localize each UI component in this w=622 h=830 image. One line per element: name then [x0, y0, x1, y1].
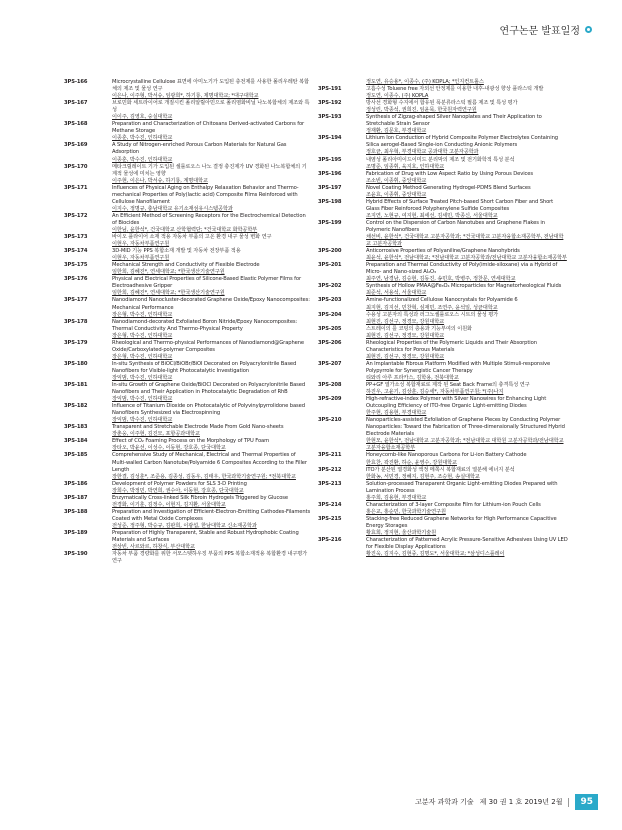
entry-code: 3PS-172 [64, 212, 88, 219]
entry-body [112, 276, 311, 297]
entry-title: Rheological and Thermo-physical Performances of Nanodiamond@Graphene Oxide/Carboxylated-polymer Composites [112, 339, 305, 353]
entry-authors: 이종훈, 박수진, 인하대학교 [112, 156, 173, 163]
entry-title: Synthesis of Hollow PMAA@Fe₃O₄ Microparticles for Magnetorheological Fluids [366, 283, 562, 290]
entry-title: Novel Coating Method Generating Hydrogel-PDMS Blend Surfaces [366, 184, 531, 191]
entry-title: Amine-functionalized Cellulose Nanocrystals for Polyamide 6 [366, 297, 518, 304]
entry-authors: 장타오, 박윤선, 이성수, 이동현, 강호종, 단국대학교 [112, 445, 226, 452]
entry-title: High-refractive-index Polymer with Silver Nanowires for Enhancing Light Outcoupling Efficiency of ITO-free Organic Light-emitting Diodes [366, 396, 547, 410]
header-title: 연구논문 발표일정 [499, 26, 580, 37]
entry-authors: 정도연, 이종수, (주) KOPLA [366, 93, 429, 100]
entry-authors: 이현우, 자동차부품연구원 [112, 241, 170, 248]
program-entry [64, 438, 311, 452]
program-entry [64, 142, 311, 163]
entry-title: Stacking-free Reduced Graphene Networks for High Performance Capacitive Energy Storages [366, 515, 557, 529]
entry-code: 3PS-171 [64, 184, 88, 191]
entry-title: An Efficient Method of Screening Receptors for the Electrochemical Detection of Biocides [112, 212, 306, 226]
entry-title: 고흡수성 Toluene free 자외선 안정제를 이용한 내후-내광성 향상 플라스틱 개발 [366, 86, 544, 93]
program-entry [64, 340, 311, 361]
entry-body [112, 100, 311, 121]
entry-body [366, 297, 568, 311]
entry-authors: 한현모, 윤한석*, 전남대학교 고분자공학과; *전남대학교 대학원 고분자공학과/전남대학교 고분자융합소재공학부 [366, 438, 564, 452]
program-entry [318, 185, 568, 199]
entry-code: 3PS-212 [318, 466, 342, 473]
entry-authors: 홍은교, 홍순민, 한국과학기술연구원 [366, 508, 446, 515]
program-entry [318, 262, 568, 283]
entry-body [366, 185, 568, 199]
entry-authors: 장은형, 박수진, 인하대학교 [112, 353, 173, 360]
program-entry [318, 452, 568, 466]
entry-authors: 정호균, 최우혁, 부경대학교 공과대학 고분자공학과 [366, 149, 479, 156]
program-entry [64, 403, 311, 424]
program-entry [64, 297, 311, 318]
entry-authors: 이주현, 이은나, 박서슈, 하기룡, 계명대학교 [112, 177, 208, 184]
page-footer [415, 794, 598, 810]
program-entry [318, 100, 568, 114]
entry-authors: 이종훈, 박수진, 인하대학교 [112, 135, 173, 142]
entry-body [112, 481, 311, 495]
entry-title: Honeycomb-like Nanoporous Carbons for Li-ion Battery Cathode [366, 452, 527, 459]
entry-code: 3PS-197 [318, 184, 342, 191]
entry-body [112, 79, 311, 100]
entry-body [112, 142, 311, 163]
entry-title: ITO가 분산된 열경화성 액정 메쪽시 복합재료의 열분해 에너지 분석 [366, 466, 515, 473]
entry-body [366, 114, 568, 135]
entry-title: Comprehensive Study of Mechanical, Electrical and Thermal Properties of Multi-walled Carbon Nanotube/Polyamide 6 Composites According to the Filler Length [112, 452, 307, 473]
program-entry [318, 516, 568, 537]
entry-body [366, 340, 568, 361]
entry-title: 바이오 플라이어 소재 적용 자동차 부품의 고온 환경 내구 물성 변화 연구 [112, 234, 272, 241]
entry-title: 수용성 고분자의 특성과 러그노셀룰로오스 시트의 물성 평가 [366, 311, 499, 318]
entry-authors: 최현진, 김선구, 정경모, 강원대학교 [366, 353, 445, 360]
program-entry [318, 297, 568, 311]
entry-code: 3PS-216 [318, 537, 342, 544]
entry-authors: 최준석, 서용석, 서울대학교 [366, 290, 427, 297]
entry-body [366, 481, 568, 502]
entry-body [366, 361, 568, 382]
entry-authors: 전상빈, 사르와르, 하창식, 부산대학교 [112, 544, 195, 551]
entry-body [366, 467, 568, 481]
entry-code: 3PS-173 [64, 234, 88, 241]
program-entry [318, 481, 568, 502]
entry-body [112, 530, 311, 551]
left-column [64, 79, 311, 565]
entry-code: 3PS-175 [64, 262, 88, 269]
program-entry [318, 248, 568, 262]
entry-title: Preparation of Highly Transparent, Stable and Robust Hydrophobic Coating Materials and Surfaces [112, 530, 299, 544]
entry-title: An Implantable Fibrous Platform Modified with Multiple Stimuli-responsive Polypyrrole for Synergistic Cancer Therapy [366, 360, 551, 374]
entry-body [112, 424, 311, 438]
entry-body [112, 340, 311, 361]
program-entry [318, 171, 568, 185]
entry-authors: 조명준, 임종휘, 육지호, 인하대학교 [366, 163, 445, 170]
entry-title: Nanodiamond Nanocluster-decorated Graphene Oxide/Epoxy Nanocomposites: Mechanical Performance [112, 297, 310, 311]
entry-body [366, 326, 568, 340]
entry-body [112, 403, 311, 424]
entry-title: 스트레이의 를 코팅의 층용과 기능부여의 이원화 [366, 325, 472, 332]
entry-title: In-situ Growth of Graphene Oxide/BiOCl Decorated on Polyacrylonitrile Based Nanofibers and Their Application in Photocatalytic Degradation of RhB [112, 382, 306, 396]
entry-authors: 조소빈, 이종휘, 중앙대학교 [366, 177, 427, 184]
entry-title: Synthesis of Zigzag-shaped Silver Nanoplates and Their Application to Stretchable Strain Sensor [366, 114, 542, 128]
program-entry [318, 283, 568, 297]
entry-body [112, 297, 311, 318]
entry-authors: 한화농, 서민경, 정혜지, 김현주, 조승현, 송실대학교 [366, 473, 480, 480]
entry-body [366, 382, 568, 396]
entry-title: Preparation and Thermal Conductivity of Poly(imide-siloxane) via a Hybrid of Micro- and Nano-sized Al₂O₃ [366, 262, 558, 276]
entry-authors: 최주연, 남경남, 김승현, 김동진, 송민호, 박병주, 정찬문, 연세대학교 [366, 276, 516, 283]
entry-authors: 티와리 아루 프라카스, 김학용, 전북대학교 [366, 374, 459, 381]
entry-authors: 조지연, 노현규, 여지현, 최세선, 김세민, 박종신, 서울대학교 [366, 212, 498, 219]
entry-title: Lithium Ion Conduction of Hybrid Composite Polymer Electrolytes Containing Silica aerogel-Based Single-ion Conducting Anionic Polymers [366, 135, 558, 149]
program-entry [318, 79, 568, 86]
entry-title: 3D-MID 기능 PPS 복합소재 개발 및 자동차 전장부품 적용 [112, 248, 241, 255]
entry-authors: 조윤효, 이종휘, 중앙대학교 [366, 191, 427, 198]
entry-title: Rheological Properties of the Polymeric Liquids and Their Absorption Characteristics for Porous Materials [366, 339, 537, 353]
entry-body [112, 509, 311, 530]
entry-title: Physical and Electrical Properties of Silicone-Based Elastic Polymer Films for Electroadhesive Gripper [112, 276, 302, 290]
entry-code: 3PS-201 [318, 262, 342, 269]
entry-authors: 전성준, 정주형, 박승규, 김판희, 이광섭, 한남대학교 신소재공학과 [112, 522, 257, 529]
entry-code: 3PS-184 [64, 438, 88, 445]
entry-authors: 이이주, 김영호, 숭실대학교 [112, 114, 173, 121]
entry-title: 방사선 경화형 수지에서 합유된 폭분류라스틱 필름 제조 및 특성 평가 [366, 100, 518, 107]
program-entry [318, 114, 568, 135]
entry-code: 3PS-206 [318, 339, 342, 346]
entry-body [112, 248, 311, 262]
program-entry [64, 79, 311, 100]
entry-authors: 이현우, 자동차부품연구원 [112, 255, 170, 262]
program-entry [318, 502, 568, 516]
program-entry [64, 319, 311, 340]
program-entry [318, 86, 568, 100]
entry-code: 3PS-185 [64, 452, 88, 459]
entry-body [366, 79, 568, 86]
entry-code: 3PS-169 [64, 142, 88, 149]
entry-code: 3PS-213 [318, 480, 342, 487]
entry-authors: 임한희, 김혜진*, 연세대학교; *한국생산기술연구원 [112, 290, 225, 297]
entry-title: In-situ Synthesis of BiOCl/BiOBr/BiOI Decorated on Polyacrylonitrile Based Nanofibers for Visible-light Photocatalytic Investigation [112, 360, 297, 374]
entry-authors: 장희수, 박정민, 박연희, 권수아, 이동현, 강호종, 단국대학교 [112, 487, 244, 494]
entry-authors: 장춘웅, 이주현, 김진모, 포항공과대학교 [112, 431, 200, 438]
entry-body [366, 502, 568, 516]
entry-body [366, 452, 568, 466]
entry-code: 3PS-168 [64, 121, 88, 128]
entry-code: 3PS-199 [318, 219, 342, 226]
entry-title: Transparent and Stretchable Electrode Made From Gold Nano-sheets [112, 424, 284, 431]
entry-body [112, 213, 311, 234]
entry-title: Influences of Physical Aging on Enthalpy Relaxation Behavior and Thermo-mechanical Properties of Poly(lactic acid) Composite Films Reinforced with Cellulose Nanofilament [112, 184, 299, 205]
entry-body [112, 185, 311, 213]
entry-authors: 최윤석, 윤한석*, 전남대학교; *전남대학교 고분자공학과/전남대학교 고분자융합소재공학부 [366, 255, 567, 262]
entry-body [366, 248, 568, 262]
entry-code: 3PS-203 [318, 297, 342, 304]
program-entry [64, 276, 311, 297]
circle-icon [585, 26, 592, 33]
entry-body [366, 135, 568, 156]
entry-authors: 전경화, 이기훈, 김정수, 이현지, 김지환, 서울대학교 [112, 501, 226, 508]
entry-code: 3PS-174 [64, 248, 88, 255]
program-entry [318, 135, 568, 156]
entry-body [366, 100, 568, 114]
entry-title: Nanoparticles-assisted Exfoliation of Graphene Pieces by Conducting Polymer Nanoparticles: Toward the Fabrication of Three-dimensionally Structured Hybrid Electrode Materials [366, 417, 565, 438]
entry-code: 3PS-189 [64, 530, 88, 536]
entry-title: Control on the Dispersion of Carbon Nanotubes and Graphene Flakes in Polymeric Nanofibers [366, 219, 545, 233]
entry-authors: 홍주희, 김용현, 부경대학교 [366, 494, 427, 501]
entry-code: 3PS-214 [318, 501, 342, 508]
program-entry [318, 340, 568, 361]
entry-title: 자동차 부품 경량화를 위한 서모스텟하우징 부품의 PPS 복합소재적용 복합환경 내구평가 연구 [112, 551, 308, 565]
entry-authors: 장은형, 박수진, 인하대학교 [112, 332, 173, 339]
entry-title: Mechanical Strength and Conductivity of Flexible Electrode [112, 262, 260, 269]
entry-body [366, 516, 568, 537]
entry-body [366, 396, 568, 417]
program-entry [318, 467, 568, 481]
program-entry [318, 312, 568, 326]
entry-code: 3PS-209 [318, 396, 342, 403]
entry-body [112, 121, 311, 142]
entry-body [366, 417, 568, 452]
entry-body [112, 361, 311, 382]
entry-title: Characterization of 3-layer Composite Film for Lithium-ion Pouch Cells [366, 501, 541, 508]
entry-authors: 장익범, 박수진, 인하대학교 [112, 417, 173, 424]
entry-title: Microcrystalline Cellulose 표면에 아미노기가 도입된 층전제를 사용한 폴리우레탄 복합체의 제조 및 물성 연구 [112, 79, 309, 93]
entry-title: Effect of CO₂ Foaming Process on the Morphology of TPU Foam [112, 438, 270, 445]
entry-body [366, 171, 568, 185]
entry-code [318, 79, 366, 86]
entry-body [366, 157, 568, 171]
entry-code: 3PS-204 [318, 311, 342, 318]
entry-title: Enzymatically Cross-linked Silk Fibroin Hydrogels Triggered by Glucose [112, 494, 288, 501]
entry-body [366, 220, 568, 248]
entry-body [366, 262, 568, 283]
entry-code: 3PS-192 [318, 100, 342, 107]
entry-body [366, 199, 568, 220]
program-entry [318, 157, 568, 171]
entry-authors: 하진우, 고윤기, 김상훈, 김승세*, 자동차부품연구원; *(주)나지 [366, 389, 504, 396]
entry-authors: 정도연, 유승용*, 이종수, (주) KOPLA; *인지컨트롤스 [366, 79, 484, 85]
entry-authors: 황효희, 정지현, 울산과학기술원 [366, 530, 437, 536]
entry-code: 3PS-170 [64, 163, 88, 170]
program-entry [64, 100, 311, 121]
program-entry [64, 481, 311, 495]
program-entry [64, 164, 311, 185]
program-entry [64, 234, 311, 248]
program-entry [64, 551, 311, 565]
program-entry [318, 417, 568, 452]
entry-title: Preparation and Investigation of Efficient-Electron-Emitting Cathodes-Filaments Coated with Metal Oxide Complexes [112, 508, 311, 522]
page-number: 95 [575, 794, 598, 810]
entry-body [112, 495, 311, 509]
entry-title: Characterization of Patterned Acrylic Pressure-Sensitive Adhesives Using UV LED for Flexible Display Applications [366, 537, 568, 551]
program-entry [318, 199, 568, 220]
entry-authors: 최현진, 김선구, 정경모, 강원대학교 [366, 318, 445, 325]
entry-title: Solution-processed Transparent Organic Light-emitting Diodes Prepared with Lamination Process [366, 480, 558, 494]
entry-title: Anticorrosive Properties of Polyaniline/Graphene Nanohybrids [366, 248, 520, 255]
entry-code: 3PS-182 [64, 403, 88, 410]
program-entry [64, 452, 311, 480]
entry-authors: 이한님, 윤한석*, 건국대학교 산학협력단; *건국대학교 화학공학부 [112, 226, 258, 233]
entry-code: 3PS-208 [318, 382, 342, 389]
entry-title: Hybrid Effects of Surface Treated Pitch-based Short Carbon Fiber and Short Glass Fiber Reinforced Polyphenylene Sulfide Composites [366, 198, 554, 212]
entry-code: 3PS-207 [318, 360, 342, 367]
entry-authors: 채선비, 윤한석*, 건국대학교 고분자공학과; *건국대학교 고분자융합소재공학부, 전남대학교 고분자공학과 [366, 234, 564, 248]
entry-code: 3PS-177 [64, 297, 88, 304]
entry-code: 3PS-210 [318, 417, 342, 424]
entry-authors: 정재환, 김문호, 부경대학교 [366, 128, 427, 135]
entry-code: 3PS-166 [64, 79, 88, 85]
entry-authors: 이은나, 이주형, 박서슈, 임광희*, 하기룡, 제명대학교; *대구대학교 [112, 93, 259, 100]
entry-code: 3PS-180 [64, 360, 88, 367]
entry-code: 3PS-190 [64, 551, 88, 558]
entry-title: Development of Polymer Powders for SLS 3-D Printing [112, 480, 247, 487]
program-entry [64, 424, 311, 438]
entry-authors: 임한희, 김혜진*, 연세대학교; *한국생산기술연구원 [112, 269, 225, 276]
entry-body [366, 86, 568, 100]
entry-code: 3PS-202 [318, 283, 342, 290]
entry-body [112, 234, 311, 248]
entry-authors: 이지수, 정명규, 충남대학교 유기소재섬유시스템공학과 [112, 205, 233, 212]
entry-code: 3PS-211 [318, 452, 342, 459]
right-column [318, 79, 568, 558]
entry-code: 3PS-191 [318, 86, 342, 93]
entry-authors: 한효찬, 곽진환, 하순, 윤영수, 강원대학교 [366, 459, 457, 466]
program-entry [64, 509, 311, 530]
entry-code: 3PS-186 [64, 480, 88, 487]
program-entry [318, 382, 568, 396]
entry-body [112, 262, 311, 276]
entry-code: 3PS-167 [64, 100, 88, 107]
program-entry [64, 495, 311, 509]
entry-title: Fabrication of Drug with Low Aspect Ratio by Using Porous Devices [366, 170, 534, 177]
entry-code: 3PS-188 [64, 508, 88, 515]
entry-code: 3PS-200 [318, 248, 342, 255]
program-entry [64, 530, 311, 551]
program-entry [318, 220, 568, 248]
entry-code: 3PS-183 [64, 424, 88, 431]
entry-body [112, 382, 311, 403]
entry-title: PP+GF 열가소성 복합재료로 제작 된 Seat Back Frame의 충격특성 연구 [366, 382, 530, 389]
entry-code: 3PS-195 [318, 156, 342, 163]
entry-body [366, 537, 568, 558]
entry-code: 3PS-181 [64, 382, 88, 389]
entry-title: 메타크릴레이트 기가 도입된 셀룰로오스 나노 결정 충진제가 UV 경화된 나노복합체의 기계적 물성에 미치는 영향 [112, 163, 307, 177]
entry-title: Preparation and Characterization of Chitosans Derived-activated Carbons for Methane Storage [112, 121, 305, 135]
program-entry [64, 382, 311, 403]
entry-title: 브로민화 세트라이어로 개질시킨 폴리알릴아민으로 폴리염화비닐 나노복합체의 제조와 특성 [112, 100, 310, 114]
entry-title: A Study of Nitrogen-enriched Porous Carbon Materials for Natural Gas Adsorption [112, 142, 287, 156]
entry-code: 3PS-187 [64, 494, 88, 501]
entry-authors: 장익범, 박수진, 인하대학교 [112, 396, 173, 403]
program-entry [318, 326, 568, 340]
entry-body [112, 438, 311, 452]
entry-body [366, 283, 568, 297]
entry-title: Nanodiamond-decorated Exfoliated Boron Nitride/Epoxy Nanocomposites: Thermal Conductivity And Thermo-Physical Property [112, 318, 298, 332]
entry-code: 3PS-194 [318, 135, 342, 142]
journal-name: 고분자 과학과 기술 [415, 798, 474, 806]
program-entry [64, 262, 311, 276]
entry-code: 3PS-193 [318, 114, 342, 121]
program-entry [64, 185, 311, 213]
entry-authors: 최현진, 김선구, 정경모, 강원대학교 [366, 332, 445, 339]
entry-body [112, 452, 311, 480]
entry-authors: 황진욱, 김지수, 김현중, 김명도*, 서울대학교; *삼성디스플레이 [366, 551, 505, 558]
program-entry [64, 121, 311, 142]
entry-code: 3PS-196 [318, 170, 342, 177]
entry-authors: 장익범, 박수진, 인하대학교 [112, 374, 173, 381]
program-entry [64, 361, 311, 382]
entry-body [112, 319, 311, 340]
entry-body [366, 312, 568, 326]
entry-code: 3PS-179 [64, 339, 88, 346]
entry-authors: 최지현, 김지선, 민찬혁, 심재민, 조연주, 윤석일, 성균대학교 [366, 304, 498, 311]
entry-body [112, 551, 311, 565]
program-entry [64, 213, 311, 234]
entry-authors: 한주현, 김용현, 부경대학교 [366, 410, 427, 417]
program-entry [318, 396, 568, 417]
entry-code: 3PS-178 [64, 318, 88, 325]
entry-code: 3PS-198 [318, 198, 342, 205]
entry-authors: 정성린, 박종석, 권희진, 임윤묵, 한국원자력연구원 [366, 107, 477, 114]
entry-code: 3PS-215 [318, 515, 342, 522]
entry-body [112, 164, 311, 185]
program-entry [318, 361, 568, 382]
entry-authors: 장한결, 김성훈*, 조준용, 김종성, 김동우, 김태우, 한국과학기술연구원; *전북대학교 [112, 473, 296, 480]
page-header [500, 22, 592, 37]
program-entry [64, 248, 311, 262]
entry-code: 3PS-205 [318, 325, 342, 332]
entry-title: 내염성 폴리아미이드이미드 분리막의 제조 및 전기화학적 특성 분석 [366, 156, 515, 163]
separator [568, 798, 569, 807]
program-entry [318, 537, 568, 558]
entry-authors: 장은형, 박수진, 인하대학교 [112, 311, 173, 318]
entry-code: 3PS-176 [64, 276, 88, 283]
entry-title: Influence of Titanium Dioxide on Photocatalytic of Polyvinylpyrrolidone based Nanofibers Synthesized via Electrospinning [112, 403, 305, 417]
issue-info: 제 30 권 1 호 2019년 2월 [479, 798, 563, 806]
